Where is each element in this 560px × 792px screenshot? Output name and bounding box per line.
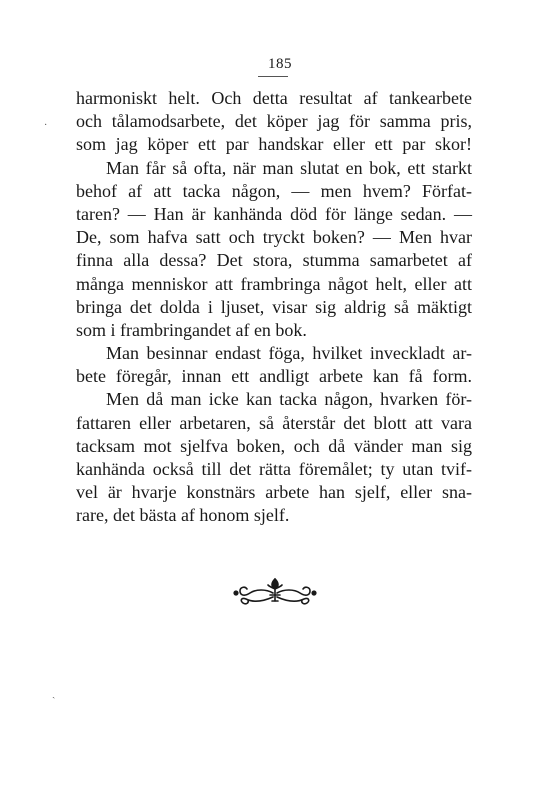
text-line: behof af att tacka någon, — men hvem? Förfat-	[76, 180, 472, 201]
text-line: tacksam mot sjelfva boken, och då vänder man sig	[76, 435, 472, 456]
text-line: bringa det dolda i ljuset, visar sig aldrig så mäktigt	[76, 296, 472, 317]
text-line: och tålamodsarbete, det köper jag för samma pris,	[76, 111, 472, 132]
text-line: taren? — Han är kanhända död för länge sedan. —	[76, 203, 472, 224]
text-line: bete föregår, innan ett andligt arbete kan få form.	[76, 366, 472, 387]
text-line: som i frambringandet af en bok.	[76, 319, 307, 340]
text-line: som jag köper ett par handskar eller ett par skor!	[76, 134, 472, 155]
stray-mark: ·	[44, 120, 48, 131]
text-line: De, som hafva satt och tryckt boken? — Men hvar	[76, 227, 472, 248]
text-line: många menniskor att frambringa något helt, eller att	[76, 273, 472, 294]
fleuron-ornament-icon	[230, 575, 320, 609]
text-line: Man får så ofta, när man slutat en bok, ett starkt	[106, 157, 472, 178]
text-line: fattaren eller arbetaren, så återstår det blott att vara	[76, 412, 472, 433]
page-number-rule	[258, 76, 288, 77]
text-line: kanhända också till det rätta föremålet; ty utan tvif-	[76, 459, 472, 479]
stray-mark: ˎ	[52, 688, 56, 699]
text-line: vel är hvarje konstnärs arbete han sjelf, eller sna-	[76, 482, 472, 503]
page-number: 185	[268, 56, 292, 72]
text-line: harmoniskt helt. Och detta resultat af tankearbete	[76, 88, 472, 108]
text-line: Men då man icke kan tacka någon, hvarken för-	[106, 389, 472, 410]
body-text	[76, 87, 472, 528]
text-line: finna alla dessa? Det stora, stumma samarbetet af	[76, 250, 472, 271]
text-line: rare, det bästa af honom sjelf.	[76, 505, 290, 526]
text-line: Man besinnar endast föga, hvilket inveckladt ar-	[106, 343, 472, 364]
